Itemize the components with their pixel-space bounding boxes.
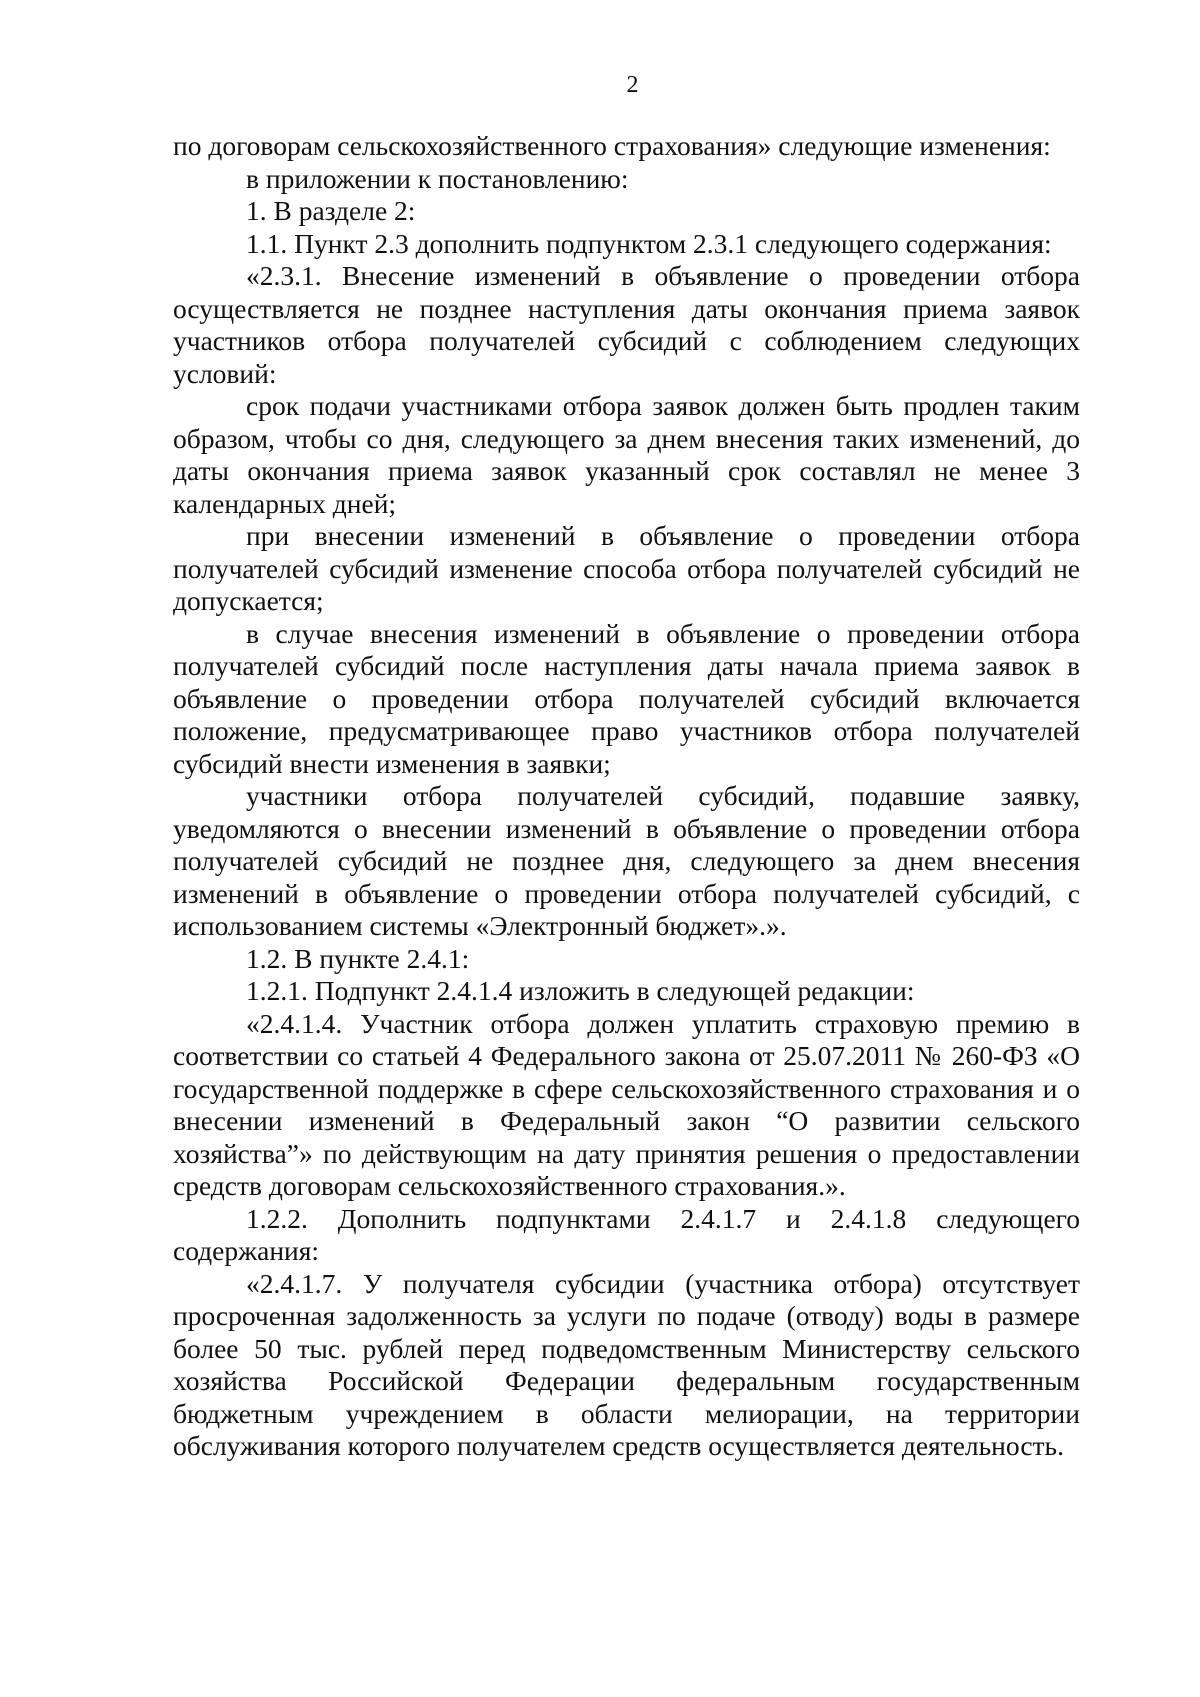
- paragraph: 1.2.2. Дополнить подпунктами 2.4.1.7 и 2.4.1.8 следующего содержания:: [173, 1202, 1080, 1266]
- document-body: [173, 130, 1080, 1463]
- paragraph: 1.2. В пункте 2.4.1:: [246, 942, 470, 974]
- paragraph: по договорам сельскохозяйственного страхования» следующие изменения:: [173, 130, 1051, 161]
- paragraph: при внесении изменений в объявление о проведении отбора получателей субсидий изменение способа отбора получателей субсидий не допускается;: [173, 520, 1080, 616]
- paragraph: «2.3.1. Внесение изменений в объявление о проведении отбора осуществляется не позднее наступления даты окончания приема заявок участников отбора получателей субсидий с соблюдением следующих условий:: [173, 260, 1080, 389]
- paragraph: 1. В разделе 2:: [246, 195, 416, 226]
- paragraph: 1.2.1. Подпункт 2.4.1.4 изложить в следующей редакции:: [246, 975, 915, 1006]
- page-number: 2: [626, 72, 639, 98]
- paragraph: в приложении к постановлению:: [246, 162, 629, 194]
- paragraph: участники отбора получателей субсидий, подавшие заявку, уведомляются о внесении изменений в объявление о проведении отбора получателей субсидий не позднее дня, следующего за днем внесения изменений в объявление о проведении отбора получателей субсидий, с использованием системы «Электронный бюджет».».: [173, 780, 1080, 941]
- paragraph: «2.4.1.4. Участник отбора должен уплатить страховую премию в соответствии со статьей 4 Федерального закона от 25.07.2011 № 260-ФЗ «О государственной поддержке в сфере сельскохозяйственного страхования и о внесении изменений в Федеральный закон “О развитии сельского хозяйства”» по действующим на дату принятия решения о предоставлении средств договорам сельскохозяйственного страхования.».: [173, 1007, 1080, 1201]
- paragraph: в случае внесения изменений в объявление о проведении отбора получателей субсидий после наступления даты начала приема заявок в объявление о проведении отбора получателей субсидий включается положение, предусматривающее право участников отбора получателей субсидий внести изменения в заявки;: [173, 617, 1080, 779]
- paragraph: срок подачи участниками отбора заявок должен быть продлен таким образом, чтобы со дня, следующего за днем внесения таких изменений, до даты окончания приема заявок указанный срок составлял не менее 3 календарных дней;: [173, 390, 1080, 519]
- paragraph: «2.4.1.7. У получателя субсидии (участника отбора) отсутствует просроченная задолженность за услуги по подаче (отводу) воды в размере более 50 тыс. рублей перед подведомственным Министерству сельского хозяйства Российской Федерации федеральным государственным бюджетным учреждением в области мелиорации, на территории обслуживания которого получателем средств осуществляется деятельность.: [173, 1267, 1080, 1461]
- paragraph: 1.1. Пункт 2.3 дополнить подпунктом 2.3.1 следующего содержания:: [246, 227, 1052, 259]
